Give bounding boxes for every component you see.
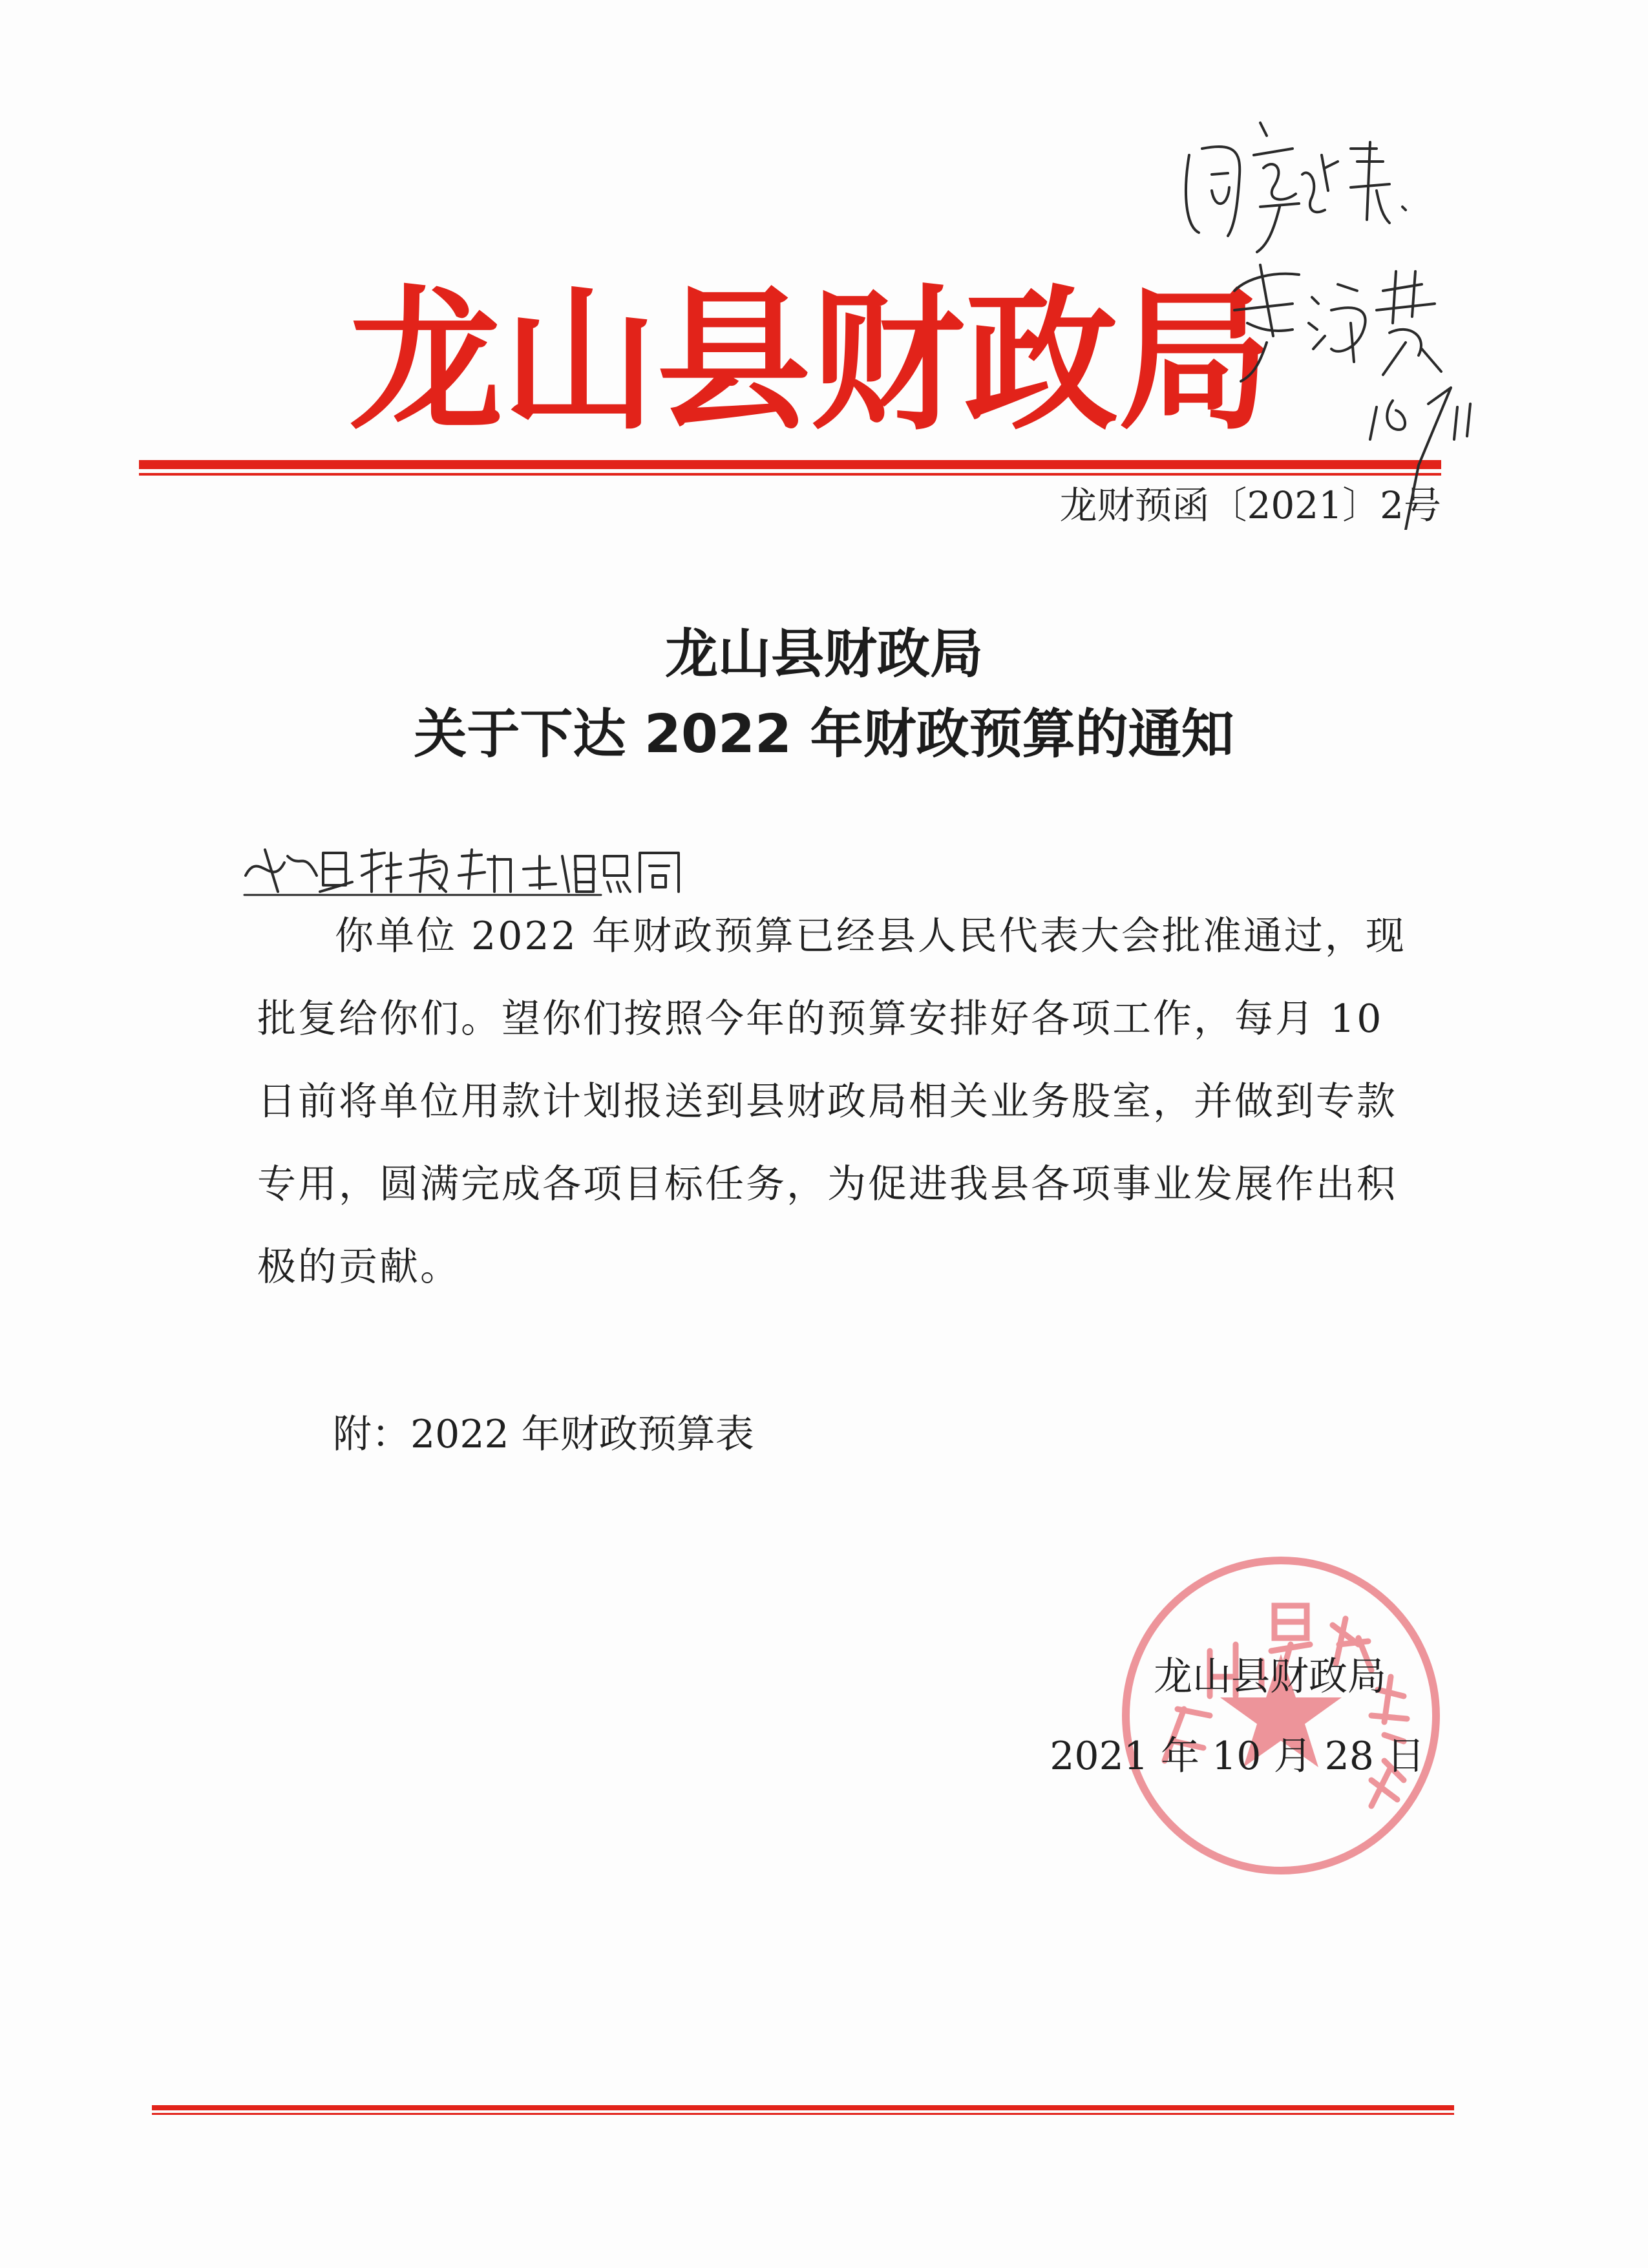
signature-organization: 龙山县财政局 bbox=[1154, 1654, 1386, 1699]
footer-red-rule-thin bbox=[152, 2113, 1454, 2115]
attachment-line: 附：2022 年财政预算表 bbox=[333, 1412, 754, 1457]
document-title-line-2: 关于下达 2022 年财政预算的通知 bbox=[414, 704, 1234, 765]
official-seal bbox=[1113, 1548, 1449, 1884]
handwritten-approval-note bbox=[1163, 78, 1525, 530]
signature-date: 2021 年 10 月 28 日 bbox=[1050, 1734, 1425, 1779]
document-number: 龙财预函〔2021〕2号 bbox=[1059, 483, 1441, 527]
document-title-line-1: 龙山县财政局 bbox=[664, 624, 983, 685]
header-org-title: 龙山县财政局 bbox=[349, 272, 1272, 451]
footer-red-rule bbox=[152, 2105, 1454, 2110]
handwritten-addressee bbox=[239, 830, 692, 901]
body-paragraph: 你单位 2022 年财政预算已经县人民代表大会批准通过，现批复给你们。望你们按照今年的预算安排好各项工作，每月 10 日前将单位用款计划报送到县财政局相关业务股室，并做到专款专用，圆满完成各项目标任务，为促进我县各项事业发展作出积极的贡献。 bbox=[257, 914, 1406, 1290]
